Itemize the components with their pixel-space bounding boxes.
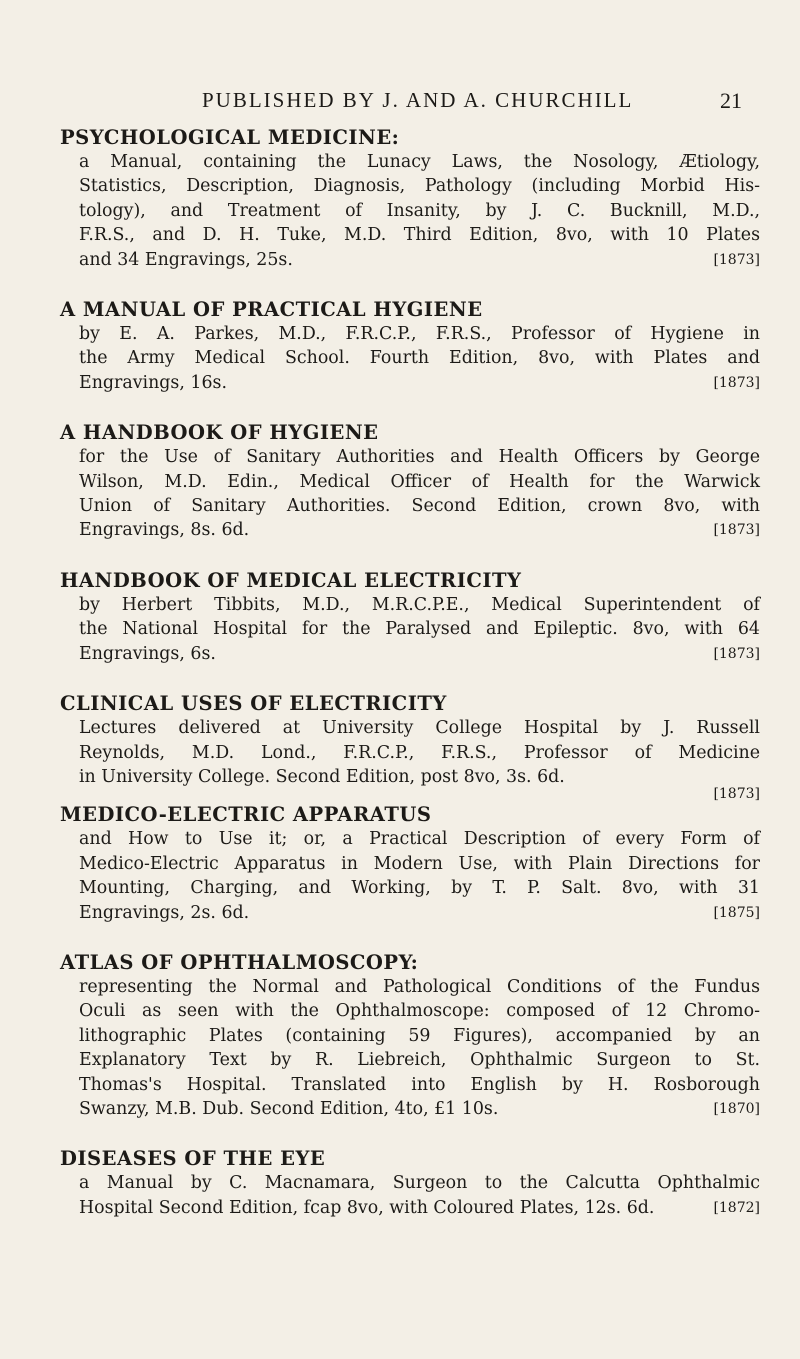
publication-year: [1875] [713, 904, 760, 921]
entry-line: the Army Medical School. Fourth Edition, 8vo, with Plates and [79, 348, 760, 369]
entry-line: Engravings, 6s. [79, 643, 216, 664]
entry-line: Reynolds, M.D. Lond., F.R.C.P., F.R.S., Professor of Medicine [79, 742, 760, 763]
entry-description [60, 150, 760, 272]
entry-line: F.R.S., and D. H. Tuke, M.D. Third Edition, 8vo, with 10 Plates [79, 225, 760, 246]
entry-line: for the Use of Sanitary Authorities and Health Officers by George [79, 447, 760, 468]
entry-line: Medico-Electric Apparatus in Modern Use, with Plain Directions for [79, 853, 760, 874]
entry-title: A MANUAL OF PRACTICAL HYGIENE [60, 298, 483, 322]
entry-description [60, 827, 760, 925]
entry-title: CLINICAL USES OF ELECTRICITY [60, 692, 447, 716]
catalogue-entry [60, 692, 760, 801]
entry-description [60, 716, 760, 801]
entry-line: tology), and Treatment of Insanity, by J. C. Bucknill, M.D., [79, 200, 760, 221]
publication-year: [1873] [713, 645, 760, 662]
entry-line: representing the Normal and Pathological Conditions of the Fundus [79, 976, 760, 997]
entry-line: the National Hospital for the Paralysed and Epileptic. 8vo, with 64 [79, 619, 760, 640]
entry-title: ATLAS OF OPHTHALMOSCOPY: [60, 950, 419, 974]
catalogue-entry [60, 298, 760, 395]
entry-line: a Manual, containing the Lunacy Laws, the Nosology, Ætiology, [79, 152, 760, 172]
entry-line: a Manual by C. Macnamara, Surgeon to the Calcutta Ophthalmic [79, 1173, 760, 1194]
entry-line: Lectures delivered at University College Hospital by J. Russell [79, 718, 760, 739]
entry-line: Wilson, M.D. Edin., Medical Officer of Health for the Warwick [79, 471, 760, 492]
publication-year: [1873] [713, 522, 760, 539]
entry-line: Engravings, 8s. 6d. [79, 520, 250, 541]
entry-title: PSYCHOLOGICAL MEDICINE: [60, 126, 400, 149]
entry-line: Swanzy, M.B. Dub. Second Edition, 4to, £1 10s. [79, 1098, 499, 1119]
entry-description [60, 1171, 760, 1220]
publication-year: [1870] [713, 1100, 760, 1117]
entry-line: by E. A. Parkes, M.D., F.R.C.P., F.R.S., Professor of Hygiene in [79, 324, 760, 345]
entry-line: Explanatory Text by R. Liebreich, Ophthalmic Surgeon to St. [79, 1050, 760, 1071]
entry-title: DISEASES OF THE EYE [60, 1147, 326, 1171]
entry-line: Thomas's Hospital. Translated into English by H. Rosborough [79, 1074, 760, 1095]
publication-year: [1873] [713, 374, 760, 391]
catalogue-entry [60, 421, 760, 543]
catalogue-entry [60, 126, 760, 272]
catalogue-entry [60, 803, 760, 925]
entry-description [60, 445, 760, 543]
publication-year: [1873] [713, 251, 760, 268]
running-title: PUBLISHED BY J. AND A. CHURCHILL [202, 88, 634, 112]
entry-line: and 34 Engravings, 25s. [79, 249, 293, 270]
entry-line: Hospital Second Edition, fcap 8vo, with Coloured Plates, 12s. 6d. [79, 1197, 655, 1218]
entry-title: A HANDBOOK OF HYGIENE [60, 421, 379, 445]
entry-line: Mounting, Charging, and Working, by T. P. Salt. 8vo, with 31 [79, 878, 760, 899]
entry-line: lithographic Plates (containing 59 Figures), accompanied by an [79, 1025, 760, 1046]
entry-line: by Herbert Tibbits, M.D., M.R.C.P.E., Medical Superintendent of [79, 594, 760, 615]
publication-year: [1872] [713, 1199, 760, 1216]
entry-description [60, 593, 760, 666]
entry-line: and How to Use it; or, a Practical Description of every Form of [79, 829, 760, 850]
entry-line: Engravings, 16s. [79, 372, 227, 393]
entry-description [60, 975, 760, 1121]
catalogue-entries [60, 126, 760, 1246]
catalogue-entry [60, 569, 760, 666]
running-header [202, 88, 742, 114]
entry-line: in University College. Second Edition, post 8vo, 3s. 6d. [79, 766, 565, 787]
publication-year: [1873] [713, 786, 760, 803]
entry-line: Oculi as seen with the Ophthalmoscope: composed of 12 Chromo- [79, 1001, 760, 1022]
entry-description [60, 322, 760, 395]
entry-line: Statistics, Description, Diagnosis, Pathology (including Morbid His- [79, 176, 760, 197]
catalogue-entry [60, 1147, 760, 1220]
page-number: 21 [720, 88, 742, 113]
entry-line: Union of Sanitary Authorities. Second Edition, crown 8vo, with [79, 496, 760, 517]
catalogue-entry [60, 951, 760, 1121]
entry-title: MEDICO-ELECTRIC APPARATUS [60, 803, 432, 827]
entry-line: Engravings, 2s. 6d. [79, 902, 250, 923]
entry-title: HANDBOOK OF MEDICAL ELECTRICITY [60, 568, 522, 592]
